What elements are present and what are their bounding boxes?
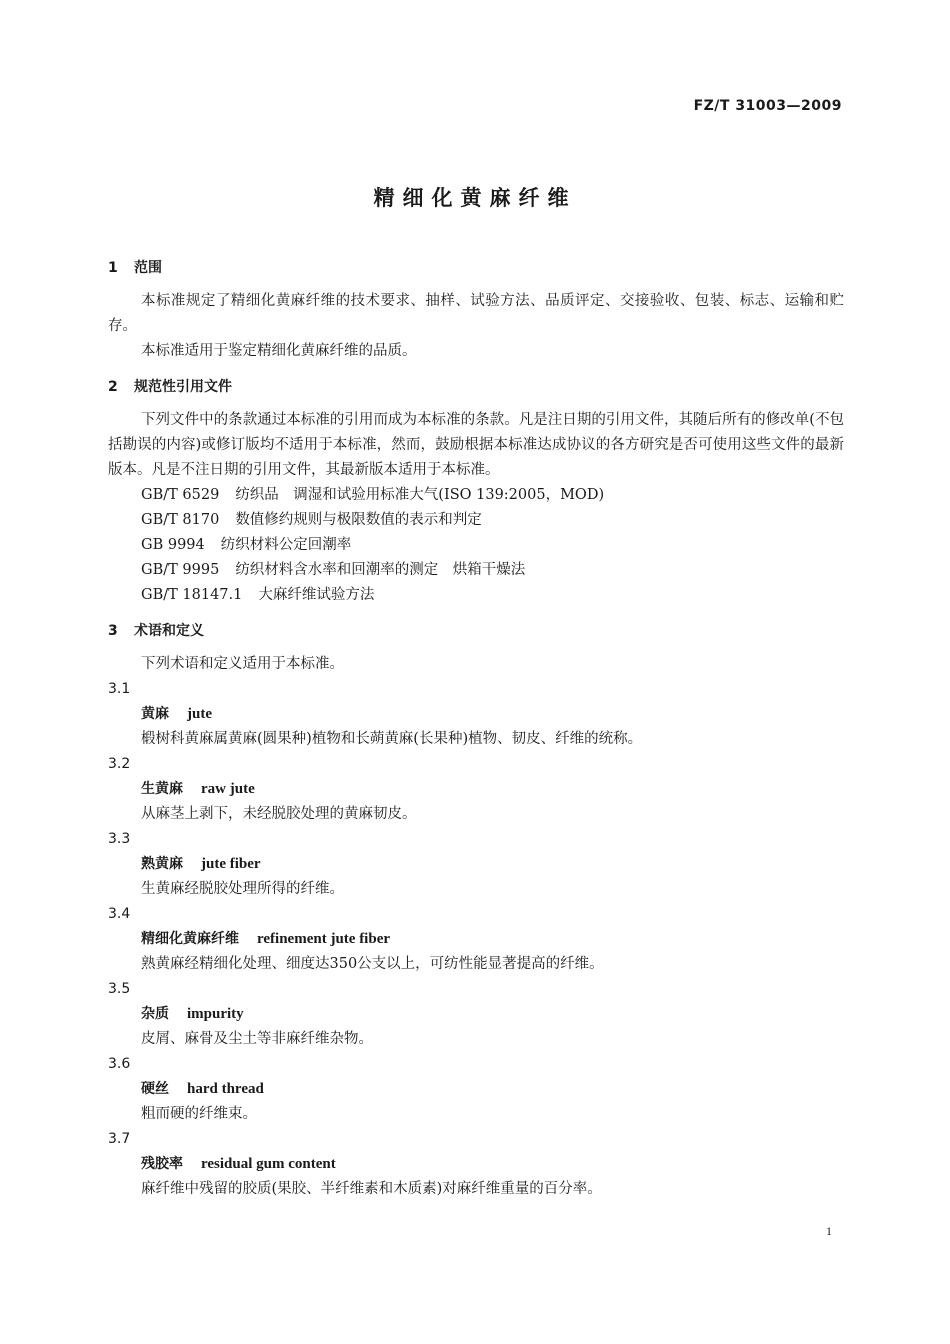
term-heading <box>108 702 844 727</box>
term-heading <box>108 777 844 802</box>
reference-title: 纺织材料含水率和回潮率的测定 烘箱干燥法 <box>235 562 526 578</box>
term-list <box>108 677 844 1202</box>
reference-list <box>108 483 844 608</box>
term-zh: 杂质 <box>141 1006 169 1022</box>
standard-number: FZ/T 31003—2009 <box>693 98 842 114</box>
reference-item <box>108 508 844 533</box>
term-en: residual gum content <box>201 1156 336 1172</box>
reference-code: GB 9994 <box>141 537 205 553</box>
term-heading <box>108 852 844 877</box>
term-en: raw jute <box>201 781 255 797</box>
term-heading <box>108 1152 844 1177</box>
paragraph: 本标准适用于鉴定精细化黄麻纤维的品质。 <box>141 343 417 359</box>
section-number: 1 <box>108 260 118 276</box>
term-number: 3.5 <box>108 981 131 997</box>
term-zh: 黄麻 <box>141 706 169 722</box>
term-definition: 生黄麻经脱胶处理所得的纤维。 <box>141 881 344 897</box>
section-heading <box>108 374 844 400</box>
reference-title: 纺织品 调湿和试验用标准大气(ISO 139:2005，MOD) <box>235 487 605 503</box>
reference-title: 数值修约规则与极限数值的表示和判定 <box>235 512 482 528</box>
term-number: 3.4 <box>108 906 131 922</box>
paragraph: 下列术语和定义适用于本标准。 <box>141 656 344 672</box>
term-en: hard thread <box>187 1081 264 1097</box>
term-number: 3.1 <box>108 681 131 697</box>
term-definition: 皮屑、麻骨及尘土等非麻纤维杂物。 <box>141 1031 373 1047</box>
section-heading <box>108 255 844 281</box>
term-en: jute fiber <box>201 856 261 872</box>
section-title: 术语和定义 <box>134 623 204 639</box>
term-heading <box>108 1077 844 1102</box>
reference-code: GB/T 18147.1 <box>141 587 243 603</box>
page-number: 1 <box>826 1224 832 1238</box>
document-body <box>108 255 844 1202</box>
term-definition: 熟黄麻经精细化处理、细度达350公支以上，可纺性能显著提高的纤维。 <box>141 956 604 972</box>
term-definition: 椴树科黄麻属黄麻(圆果种)植物和长蒴黄麻(长果种)植物、韧皮、纤维的统称。 <box>141 731 643 747</box>
term-definition: 麻纤维中残留的胶质(果胶、半纤维素和木质素)对麻纤维重量的百分率。 <box>141 1181 602 1197</box>
term-zh: 精细化黄麻纤维 <box>141 931 239 947</box>
term-heading <box>108 927 844 952</box>
paragraph: 下列文件中的条款通过本标准的引用而成为本标准的条款。凡是注日期的引用文件，其随后所有的修改单(不包括勘误的内容)或修订版均不适用于本标准，然而，鼓励根据本标准达成协议的各方研究是否可使用这些文件的最新版本。凡是不注日期的引用文件，其最新版本适用于本标准。 <box>108 412 844 478</box>
term-number: 3.6 <box>108 1056 131 1072</box>
term-definition: 粗而硬的纤维束。 <box>141 1106 257 1122</box>
reference-code: GB/T 9995 <box>141 562 220 578</box>
term-definition: 从麻茎上剥下，未经脱胶处理的黄麻韧皮。 <box>141 806 417 822</box>
term-en: impurity <box>187 1006 244 1022</box>
document-title: 精细化黄麻纤维 <box>373 186 577 210</box>
term-number: 3.7 <box>108 1131 131 1147</box>
reference-title: 大麻纤维试验方法 <box>258 587 375 603</box>
section-heading <box>108 618 844 644</box>
term-zh: 熟黄麻 <box>141 856 183 872</box>
section-number: 3 <box>108 623 118 639</box>
term-en: refinement jute fiber <box>257 931 391 947</box>
reference-item <box>108 483 844 508</box>
term-heading <box>108 1002 844 1027</box>
term-number: 3.2 <box>108 756 131 772</box>
reference-item <box>108 533 844 558</box>
term-number: 3.3 <box>108 831 131 847</box>
reference-title: 纺织材料公定回潮率 <box>220 537 352 553</box>
term-zh: 生黄麻 <box>141 781 183 797</box>
reference-item <box>108 583 844 608</box>
term-zh: 硬丝 <box>141 1081 169 1097</box>
reference-item <box>108 558 844 583</box>
section-title: 范围 <box>134 260 162 276</box>
reference-code: GB/T 6529 <box>141 487 220 503</box>
section-number: 2 <box>108 379 118 395</box>
term-en: jute <box>187 706 212 722</box>
section-title: 规范性引用文件 <box>134 379 232 395</box>
paragraph: 本标准规定了精细化黄麻纤维的技术要求、抽样、试验方法、品质评定、交接验收、包装、标志、运输和贮存。 <box>108 293 844 334</box>
reference-code: GB/T 8170 <box>141 512 220 528</box>
term-zh: 残胶率 <box>141 1156 183 1172</box>
